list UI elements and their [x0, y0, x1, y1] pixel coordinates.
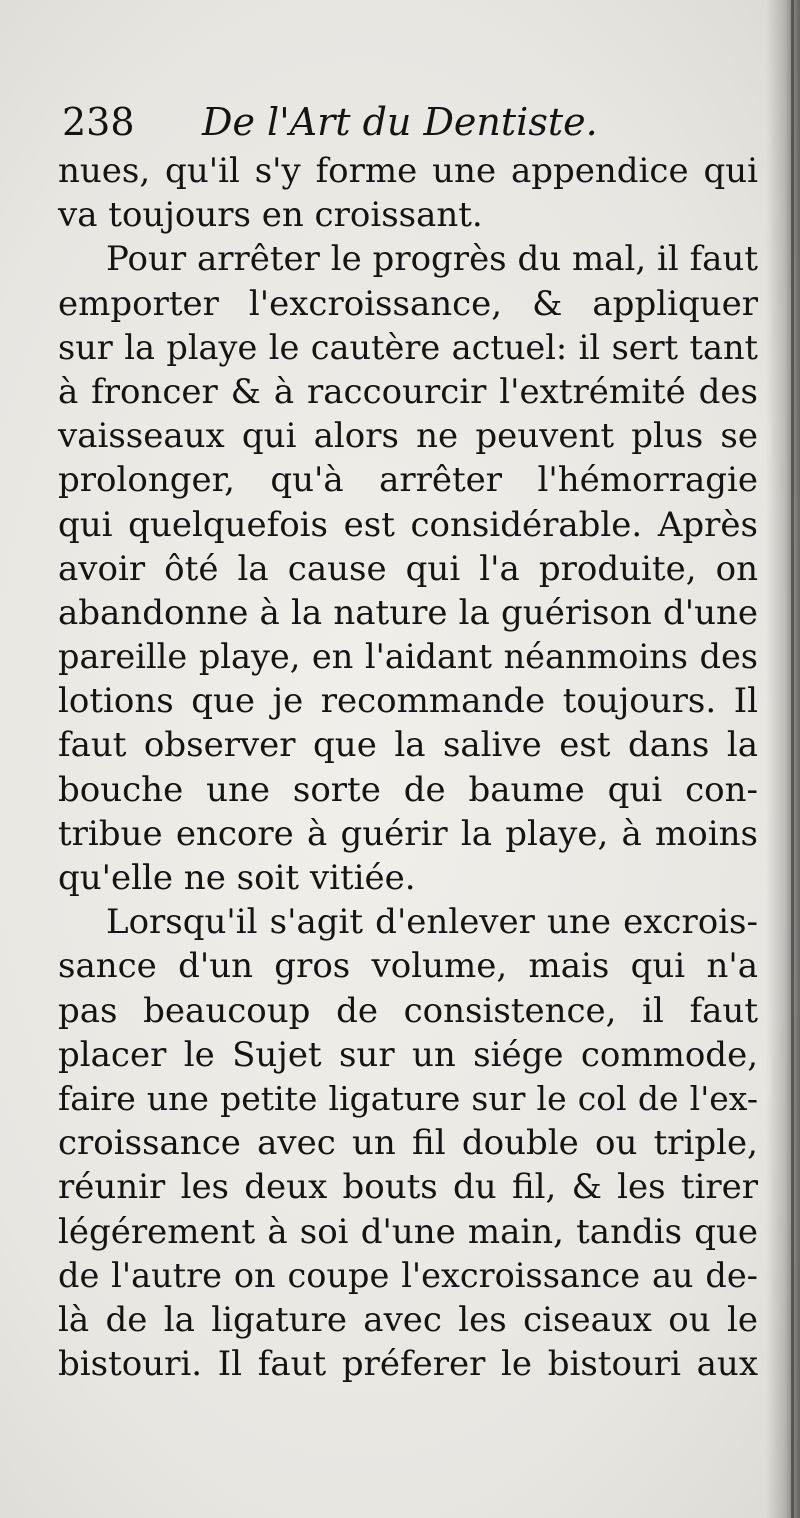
text-line: sur la playe le cautère actuel: il sert tant: [58, 327, 758, 367]
text-line: tribue encore à guérir la playe, à moins: [58, 813, 758, 854]
text-line: vaisseaux qui alors ne peuvent plus se: [58, 416, 758, 457]
page-number: 238: [62, 100, 135, 144]
text-line: placer le Sujet sur un siége commode,: [58, 1034, 758, 1075]
text-line: prolonger, qu'à arrêter l'hémorragie: [58, 460, 758, 501]
text-line: lotions que je recommande toujours. Il: [58, 681, 758, 722]
text-line: emporter l'excroissance, & appliquer: [58, 283, 758, 324]
page-header: [62, 96, 752, 148]
text-line: pareille playe, en l'aidant néanmoins des: [58, 637, 758, 677]
spine-edge: [791, 0, 794, 1518]
text-line: pas beaucoup de consistence, il faut: [58, 990, 758, 1031]
text-line: réunir les deux bouts du fil, & les tirer: [58, 1167, 758, 1208]
text-line: Lorsqu'il s'agit d'enlever une excrois-: [106, 902, 758, 943]
text-line: qu'elle ne soit vitiée.: [58, 858, 416, 898]
text-line: Pour arrêter le progrès du mal, il faut: [106, 239, 758, 280]
text-line: croissance avec un fil double ou triple,: [58, 1123, 758, 1164]
text-line: sance d'un gros volume, mais qui n'a: [58, 946, 758, 987]
text-line: faire une petite ligature sur le col de l'ex-: [58, 1078, 758, 1118]
text-line: là de la ligature avec les ciseaux ou le: [58, 1299, 758, 1340]
body-text: [58, 149, 758, 1386]
text-line: légérement à soi d'une main, tandis que: [58, 1211, 758, 1252]
text-line: à froncer & à raccourcir l'extrémité des: [58, 371, 758, 412]
running-title: De l'Art du Dentiste.: [202, 100, 598, 144]
text-line: de l'autre on coupe l'excroissance au de-: [58, 1255, 758, 1295]
text-line: va toujours en croissant.: [58, 195, 483, 236]
text-line: bistouri. Il faut préferer le bistouri aux: [58, 1344, 758, 1385]
spine-shadow: [766, 0, 800, 1518]
text-line: nues, qu'il s'y forme une appendice qui: [58, 151, 758, 191]
text-line: abandonne à la nature la guérison d'une: [58, 592, 758, 633]
text-line: bouche une sorte de baume qui con-: [58, 769, 758, 810]
text-line: qui quelquefois est considérable. Après: [58, 504, 758, 545]
text-line: avoir ôté la cause qui l'a produite, on: [58, 548, 758, 589]
text-line: faut observer que la salive est dans la: [58, 725, 758, 766]
